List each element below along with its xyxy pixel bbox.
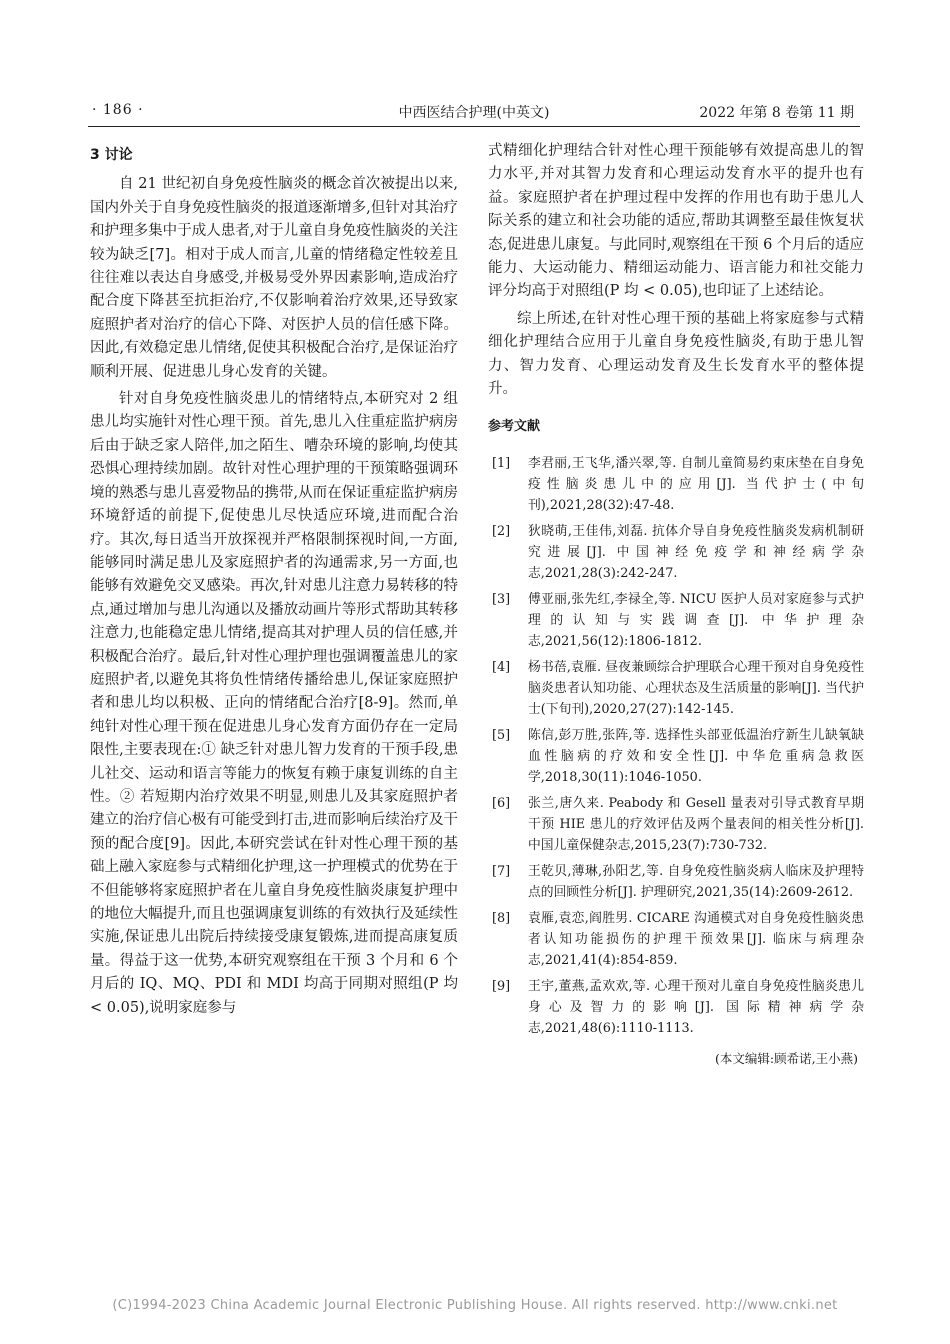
reference-list xyxy=(488,453,864,1039)
right-column xyxy=(488,140,864,1070)
reference-number: [1] xyxy=(492,455,511,471)
reference-number: [7] xyxy=(492,863,511,879)
reference-item xyxy=(488,725,864,788)
reference-item xyxy=(488,861,864,903)
editor-credit: (本文编辑:顾希诺,王小燕) xyxy=(715,1050,858,1066)
reference-number: [8] xyxy=(492,910,511,926)
reference-number: [3] xyxy=(492,591,511,607)
reference-item xyxy=(488,657,864,720)
reference-text: 张兰,唐久来. Peabody 和 Gesell 量表对引导式教育早期干预 HIE 患儿的疗效评估及两个量表间的相关性分析[J]. 中国儿童保健杂志,2015,23(7):730-732. xyxy=(528,795,864,853)
section-heading: 3 讨论 xyxy=(90,147,133,163)
reference-item xyxy=(488,793,864,856)
paragraph: 针对自身免疫性脑炎患儿的情绪特点,本研究对 2 组患儿均实施针对性心理干预。首先,患儿入住重症监护病房后由于缺乏家人陪伴,加之陌生、嘈杂环境的影响,均使其恐惧心理持续加剧。故针对性心理护理的干预策略强调环境的熟悉与患儿喜爱物品的携带,从而在保证重症监护病房环境舒适的前提下,促使患儿尽快适应环境,进而配合治疗。其次,每日适当开放探视并严格限制探视时间,一方面,能够同时满足患儿及家庭照护者的沟通需求,另一方面,也能够有效避免交叉感染。再次,针对患儿注意力易转移的特点,通过增加与患儿沟通以及播放动画片等形式帮助其转移注意力,也能稳定患儿情绪,提高其对护理人员的信任感,并积极配合治疗。最后,针对性心理护理也强调覆盖患儿的家庭照护者,以避免其将负性情绪传播给患儿,保证家庭照护者和患儿均以积极、正向的情绪配合治疗[8-9]。然而,单纯针对性心理干预在促进患儿身心发育方面仍存在一定局限性,主要表现在:① 缺乏针对患儿智力发育的干预手段,患儿社交、运动和语言等能力的恢复有赖于康复训练的自主性。② 若短期内治疗效果不明显,则患儿及其家庭照护者建立的治疗信心极有可能受到打击,进而影响后续治疗及干预的配合度[9]。因此,本研究尝试在针对性心理干预的基础上融入家庭参与式精细化护理,这一护理模式的优势在于不但能够将家庭照护者在儿童自身免疫性脑炎康复护理中的地位大幅提升,而且也强调康复训练的有效执行及延续性实施,保证患儿出院后持续接受康复锻炼,进而提高康复质量。得益于这一优势,本研究观察组在干预 3 个月和 6 个月后的 IQ、MQ、PDI 和 MDI 均高于同期对照组(P 均 < 0.05),说明家庭参与 xyxy=(90,391,458,1016)
reference-number: [9] xyxy=(492,978,511,994)
reference-item xyxy=(488,453,864,516)
reference-item xyxy=(488,908,864,971)
page-number: · 186 · xyxy=(92,102,144,118)
journal-name: 中西医结合护理(中英文) xyxy=(398,105,550,121)
reference-text: 傅亚丽,张先红,李禄全,等. NICU 医护人员对家庭参与式护理的认知与实践调查[J]. 中华护理杂志,2021,56(12):1806-1812. xyxy=(528,591,864,649)
reference-text: 王宇,董燕,孟欢欢,等. 心理干预对儿童自身免疫性脑炎患儿身心及智力的影响[J]. 国际精神病学杂志,2021,48(6):1110-1113. xyxy=(528,978,864,1036)
issue-info: 2022 年第 8 卷第 11 期 xyxy=(699,105,854,121)
paragraph: 综上所述,在针对性心理干预的基础上将家庭参与式精细化护理结合应用于儿童自身免疫性脑炎,有助于患儿智力、智力发育、心理运动发育及生长发育水平的整体提升。 xyxy=(488,310,864,398)
reference-text: 杨书蓓,袁雁. 昼夜兼顾综合护理联合心理干预对自身免疫性脑炎患者认知功能、心理状态及生活质量的影响[J]. 当代护士(下旬刊),2020,27(27):142-145. xyxy=(528,659,864,717)
reference-text: 王乾贝,薄琳,孙阳艺,等. 自身免疫性脑炎病人临床及护理特点的回顾性分析[J]. 护理研究,2021,35(14):2609-2612. xyxy=(528,863,864,900)
reference-text: 李君丽,王飞华,潘兴翠,等. 自制儿童简易约束床垫在自身免疫性脑炎患儿中的应用[J]. 当代护士(中旬刊),2021,28(32):47-48. xyxy=(528,455,864,513)
reference-number: [2] xyxy=(492,523,511,539)
reference-number: [6] xyxy=(492,795,511,811)
copyright-footer: (C)1994-2023 China Academic Journal Electronic Publishing House. All rights reserved. http://www.cnki.net xyxy=(112,1298,838,1313)
references-heading: 参考文献 xyxy=(488,419,541,435)
reference-number: [5] xyxy=(492,727,511,743)
reference-text: 狄晓萌,王佳伟,刘磊. 抗体介导自身免疫性脑炎发病机制研究进展[J]. 中国神经免疫学和神经病学杂志,2021,28(3):242-247. xyxy=(528,523,864,581)
reference-item xyxy=(488,521,864,584)
reference-item xyxy=(488,976,864,1039)
reference-item xyxy=(488,589,864,652)
reference-text: 陈信,彭万胜,张阵,等. 选择性头部亚低温治疗新生儿缺氧缺血性脑病的疗效和安全性[J]. 中华危重病急救医学,2018,30(11):1046-1050. xyxy=(528,727,864,785)
reference-number: [4] xyxy=(492,659,511,675)
paragraph: 式精细化护理结合针对性心理干预能够有效提高患儿的智力水平,并对其智力发育和心理运动发育水平的提升也有益。家庭照护者在护理过程中发挥的作用也有助于患儿人际关系的建立和社会功能的适应,帮助其调整至最佳恢复状态,促进患儿康复。与此同时,观察组在干预 6 个月后的适应能力、大运动能力、精细运动能力、语言能力和社交能力评分均高于对照组(P 均 < 0.05),也印证了上述结论。 xyxy=(488,143,864,300)
paragraph: 自 21 世纪初自身免疫性脑炎的概念首次被提出以来,国内外关于自身免疫性脑炎的报道逐渐增多,但针对其治疗和护理多集中于成人患者,对于儿童自身免疫性脑炎的关注较为缺乏[7]。相对于成人而言,儿童的情绪稳定性较差且往往难以表达自身感受,并极易受外界因素影响,造成治疗配合度下降甚至抗拒治疗,不仅影响着治疗效果,还导致家庭照护者对治疗的信心下降、对医护人员的信任感下降。因此,有效稳定患儿情绪,促使其积极配合治疗,是保证治疗顺利开展、促进患儿身心发育的关键。 xyxy=(90,176,458,380)
left-column xyxy=(90,140,458,1024)
reference-text: 袁雁,袁恋,阎胜男. CICARE 沟通模式对自身免疫性脑炎患者认知功能损伤的护理干预效果[J]. 临床与病理杂志,2021,41(4):854-859. xyxy=(528,910,864,968)
running-header xyxy=(88,100,860,127)
